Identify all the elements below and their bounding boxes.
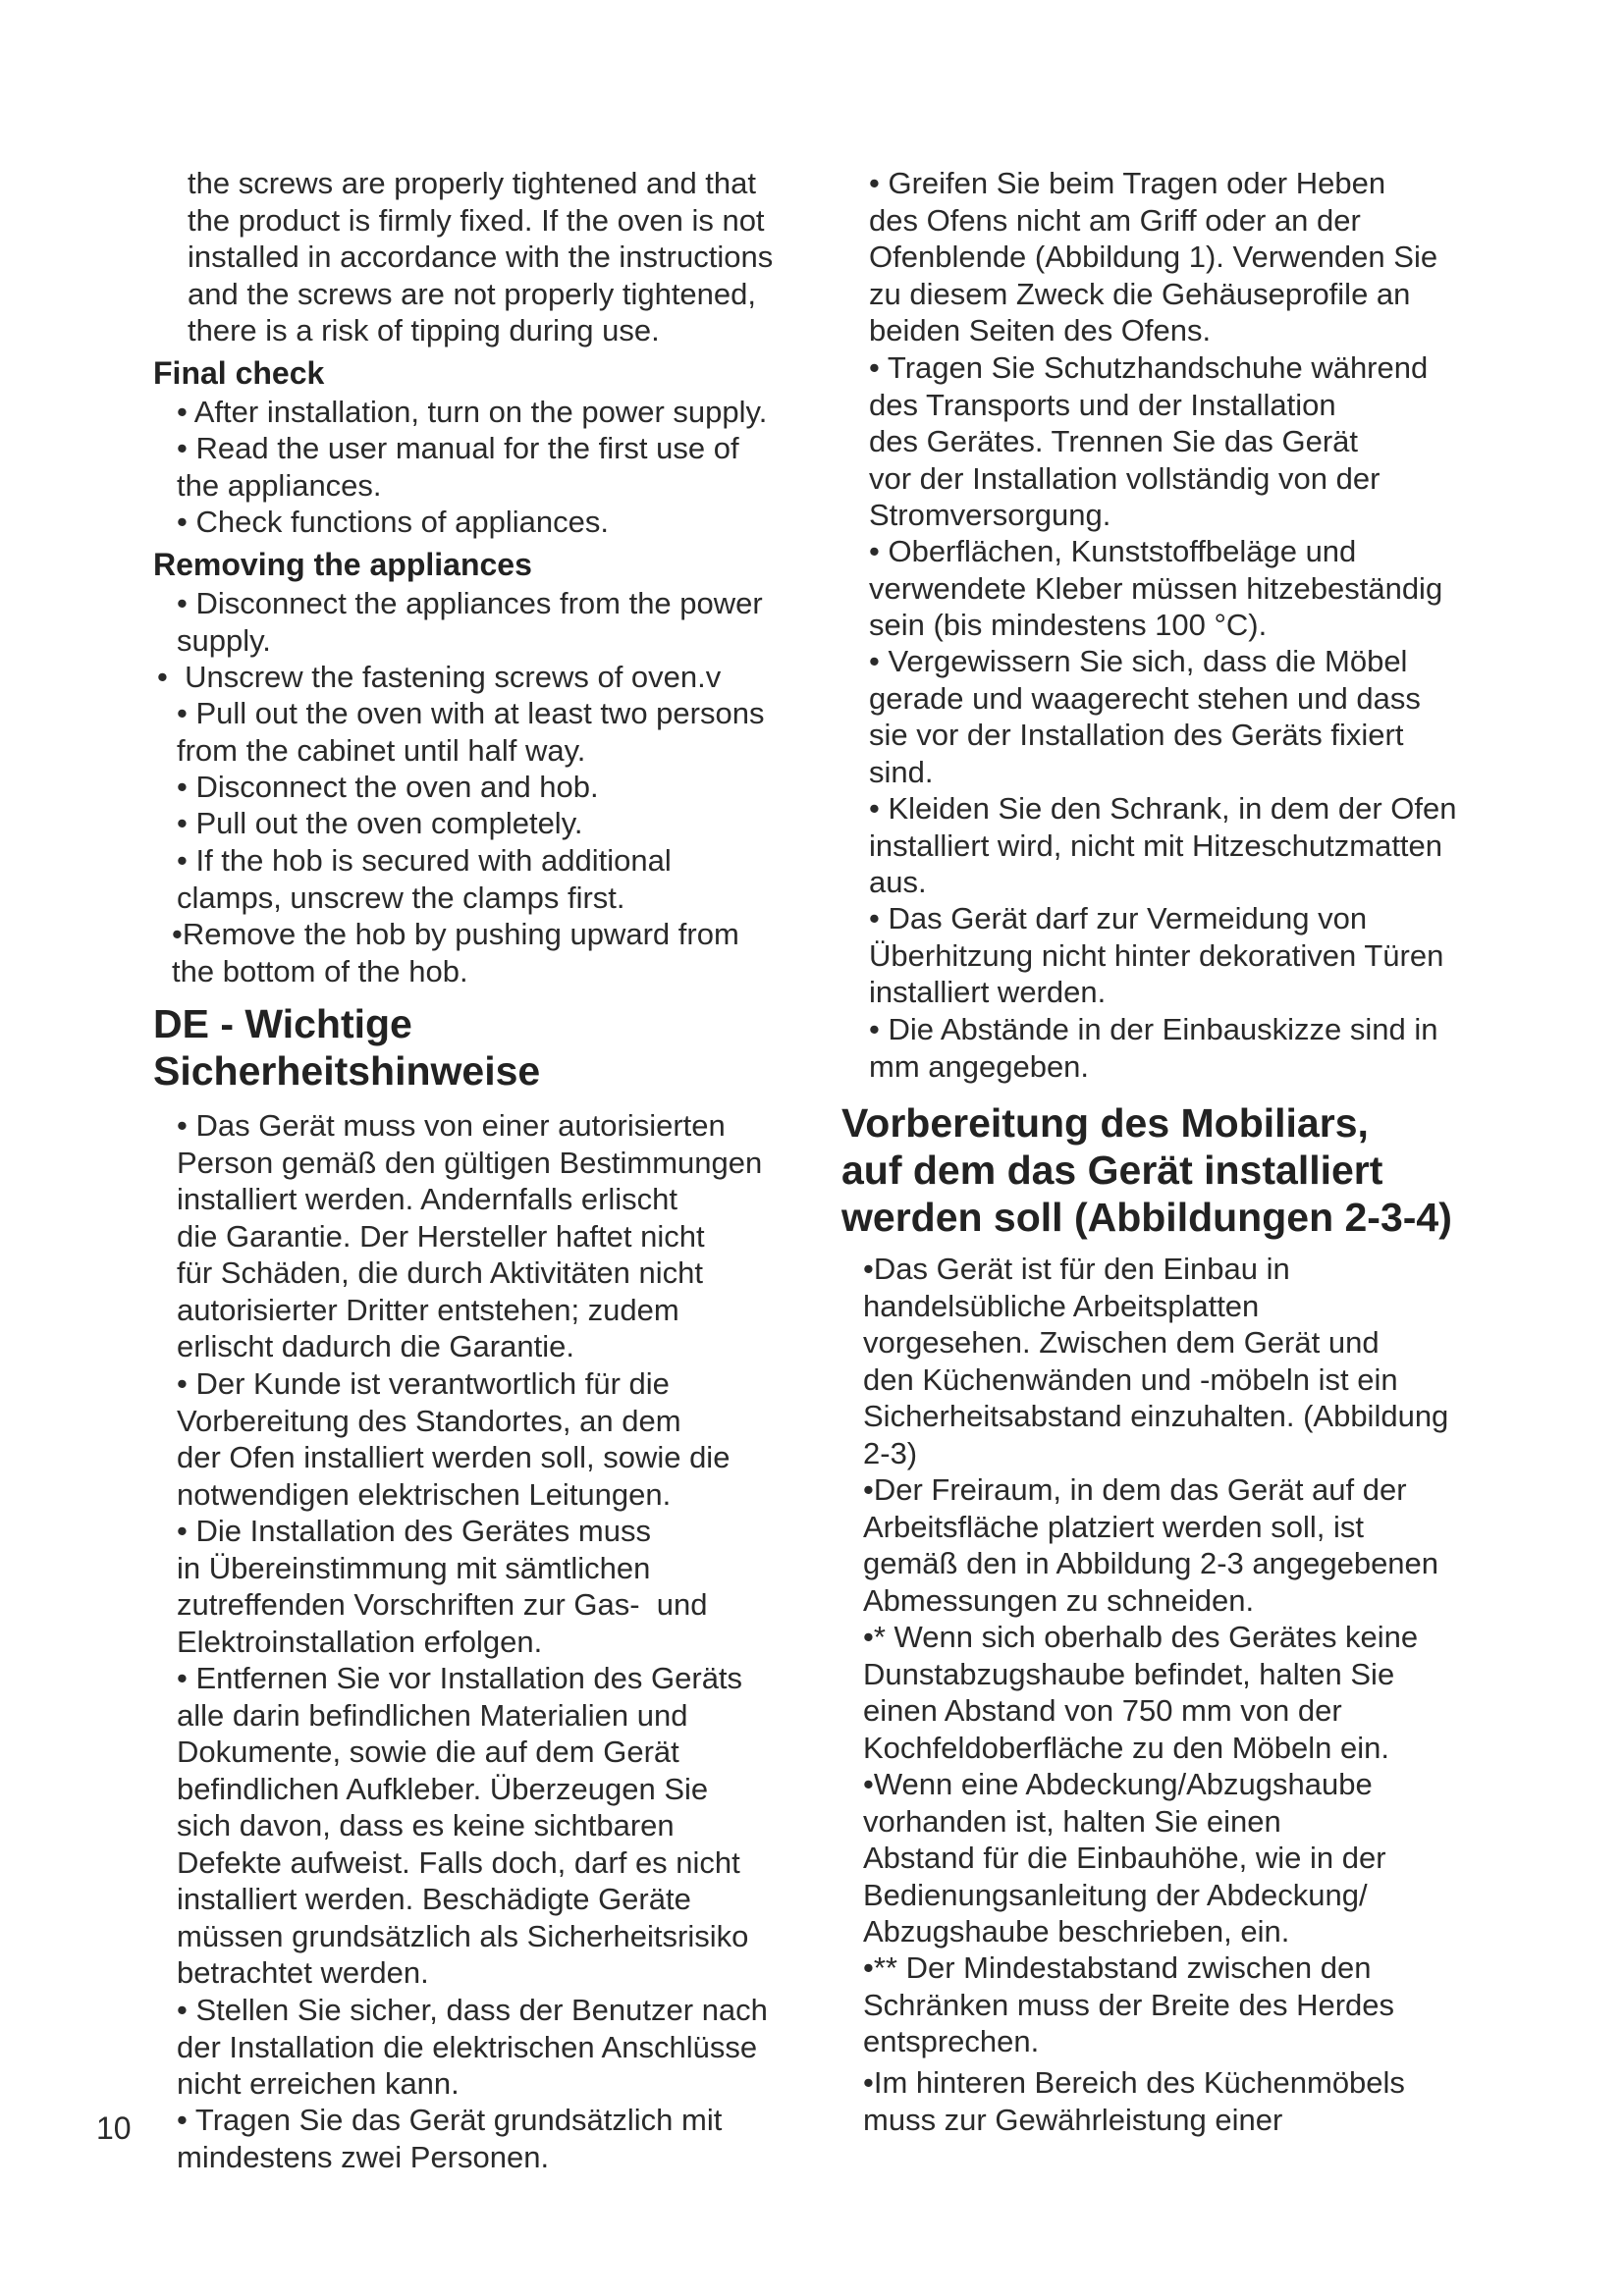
list-item: • Entfernen Sie vor Installation des Geräts alle darin befindlichen Materialien und Dokumente, sowie die auf dem Gerät befindlichen Aufkleber. Überzeugen Sie sich davon, dass es keine sichtbaren Defekte aufweist. Falls doch, darf es nicht installiert werden. Beschädigte Geräte müssen grundsätzlich als Sicherheitsrisiko betrachtet werden. xyxy=(177,1661,749,1990)
list-item: • Oberflächen, Kunststoffbeläge und verwendete Kleber müssen hitzebeständig sein (bis mindestens 100 °C). xyxy=(869,534,1443,642)
list-item: • Tragen Sie Schutzhandschuhe während des Transports und der Installation des Gerätes. Trennen Sie das Gerät vor der Installation vollständig von der Stromversorgung. xyxy=(869,350,1429,532)
list-item: •Im hinteren Bereich des Küchenmöbels muss zur Gewährleistung einer xyxy=(863,2065,1405,2137)
page-number: 10 xyxy=(96,2110,132,2146)
list-item: • Der Kunde ist verantwortlich für die Vorbereitung des Standortes, an dem der Ofen installiert werden soll, sowie die notwendigen elektrischen Leitungen. xyxy=(177,1366,731,1512)
list-item: •Wenn eine Abdeckung/Abzugshaube vorhanden ist, halten Sie einen Abstand für die Einbauhöhe, wie in der Bedienungsanleitung der Abdeckung/ Abzugshaube beschrieben, ein. xyxy=(863,1767,1386,1949)
removing-heading: Removing the appliances xyxy=(153,547,532,582)
list-item: • Greifen Sie beim Tragen oder Heben des Ofens nicht am Griff oder an der Ofenblende (Abbildung 1). Verwenden Sie zu diesem Zweck die Gehäuseprofile an beiden Seiten des Ofens. xyxy=(869,166,1438,347)
list-item: • Das Gerät muss von einer autorisierten Person gemäß den gültigen Bestimmungen installiert werden. Andernfalls erlischt die Garantie. Der Hersteller haftet nicht für Schäden, die durch Aktivitäten nicht autorisierter Dritter entstehen; zudem erlischt dadurch die Garantie. xyxy=(177,1108,763,1363)
list-item: • Tragen Sie das Gerät grundsätzlich mit mindestens zwei Personen. xyxy=(177,2103,723,2174)
list-item: • After installation, turn on the power supply. xyxy=(177,395,768,429)
list-item: • Pull out the oven with at least two persons from the cabinet until half way. xyxy=(177,696,765,768)
list-item: • Die Installation des Gerätes muss in Übereinstimmung mit sämtlichen zutreffenden Vorschriften zur Gas- und Elektroinstallation erfolgen. xyxy=(177,1514,708,1659)
list-item: • Kleiden Sie den Schrank, in dem der Ofen installiert wird, nicht mit Hitzeschutzmatten aus. xyxy=(869,791,1457,899)
list-item: •* Wenn sich oberhalb des Gerätes keine Dunstabzugshaube befindet, halten Sie einen Abstand von 750 mm von der Kochfeldoberfläche zu den Möbeln ein. xyxy=(863,1620,1419,1765)
list-item: •Der Freiraum, in dem das Gerät auf der Arbeitsfläche platziert werden soll, ist gemäß den in Abbildung 2-3 angegebenen Abmessungen zu schneiden. xyxy=(863,1472,1439,1618)
list-item: • Die Abstände in der Einbauskizze sind in mm angegeben. xyxy=(869,1012,1438,1084)
list-item: • Disconnect the oven and hob. xyxy=(177,770,599,804)
final-check-heading: Final check xyxy=(153,355,325,391)
list-item: • Unscrew the fastening screws of oven.v xyxy=(157,660,722,694)
prep-section-heading: Vorbereitung des Mobiliars, auf dem das Gerät installiert werden soll (Abbildungen 2-3-4) xyxy=(841,1100,1452,1240)
list-item: •Das Gerät ist für den Einbau in handelsübliche Arbeitsplatten vorgesehen. Zwischen dem Gerät und den Küchenwänden und -möbeln ist ein Sicherheitsabstand einzuhalten. (Abbildung 2-3) xyxy=(863,1252,1449,1470)
de-section-heading: DE - Wichtige Sicherheitshinweise xyxy=(153,1001,541,1094)
list-item: •Remove the hob by pushing upward from the bottom of the hob. xyxy=(172,917,739,988)
list-item: • Das Gerät darf zur Vermeidung von Überhitzung nicht hinter dekorativen Türen installiert werden. xyxy=(869,901,1444,1009)
list-item: • Pull out the oven completely. xyxy=(177,806,583,840)
intro-paragraph: the screws are properly tightened and that the product is firmly fixed. If the oven is not installed in accordance with the instructions and the screws are not properly tightened, there is a risk of tipping during use. xyxy=(188,166,774,347)
list-item: • If the hob is secured with additional clamps, unscrew the clamps first. xyxy=(177,843,672,915)
list-item: • Vergewissern Sie sich, dass die Möbel gerade und waagerecht stehen und dass sie vor der Installation des Geräts fixiert sind. xyxy=(869,644,1421,789)
list-item: • Read the user manual for the first use of the appliances. xyxy=(177,431,739,503)
list-item: • Stellen Sie sicher, dass der Benutzer nach der Installation die elektrischen Anschlüsse nicht erreichen kann. xyxy=(177,1993,768,2101)
list-item: • Check functions of appliances. xyxy=(177,505,609,539)
list-item: •** Der Mindestabstand zwischen den Schränken muss der Breite des Herdes entsprechen. xyxy=(863,1950,1395,2058)
list-item: • Disconnect the appliances from the power supply. xyxy=(177,586,763,658)
